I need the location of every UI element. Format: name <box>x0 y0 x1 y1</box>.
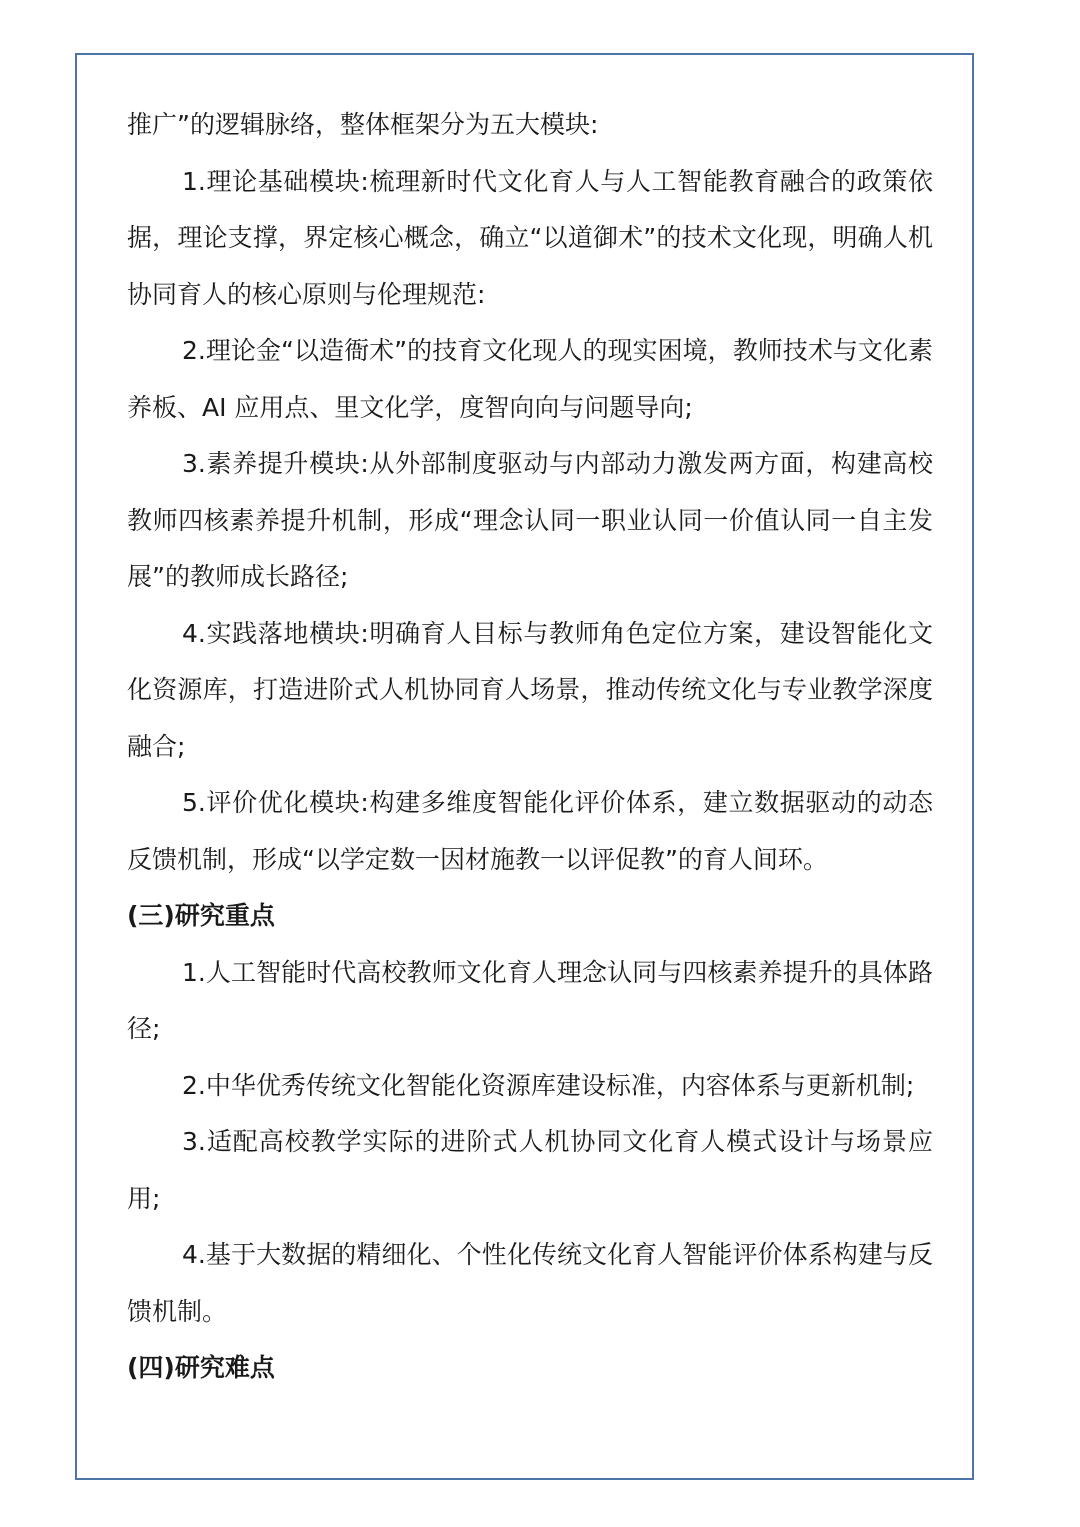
paragraph-intro-continuation: 推广”的逻辑脉络，整体框架分为五大模块: <box>127 110 599 139</box>
paragraph-module-2: 2.理论金“以造衙术”的技育文化现人的现实困境，教师技术与文化素养板、AI 应用点、里文化学，度智向向与问题导向; <box>127 336 933 422</box>
paragraph-module-3: 3.素养提升模块:从外部制度驱动与内部动力激发两方面，构建高校教师四核素养提升机制，形成“理念认同一职业认同一价值认同一自主发展”的教师成长路径; <box>127 449 933 591</box>
paragraph-module-5: 5.评价优化模块:构建多维度智能化评价体系，建立数据驱动的动态反馈机制，形成“以学定数一因材施教一以评促教”的育人间环。 <box>127 788 933 874</box>
paragraph-focus-4: 4.基于大数据的精细化、个性化传统文化育人智能评价体系构建与反馈机制。 <box>127 1240 933 1326</box>
paragraph-module-1: 1.理论基础模块:梳理新时代文化育人与人工智能教育融合的政策依据，理论支撑，界定核心概念，确立“以道御术”的技术文化现，明确人机协同育人的核心原则与伦理规范: <box>127 166 933 309</box>
section-heading-research-difficulties: (四)研究难点 <box>127 1353 275 1382</box>
paragraph-focus-3: 3.适配高校教学实际的进阶式人机协同文化育人模式设计与场景应用; <box>127 1127 933 1213</box>
section-heading-research-focus: (三)研究重点 <box>127 901 275 930</box>
paragraph-module-4: 4.实践落地横块:明确育人目标与教师角色定位方案，建设智能化文化资源库，打造进阶式人机协同育人场景，推动传统文化与专业教学深度融合; <box>127 618 933 761</box>
paragraph-focus-1: 1.人工智能时代高校教师文化育人理念认同与四核素养提升的具体路径; <box>127 957 933 1043</box>
paragraph-focus-2: 2.中华优秀传统文化智能化资源库建设标准，内容体系与更新机制; <box>182 1070 915 1100</box>
document-body <box>127 97 933 1397</box>
